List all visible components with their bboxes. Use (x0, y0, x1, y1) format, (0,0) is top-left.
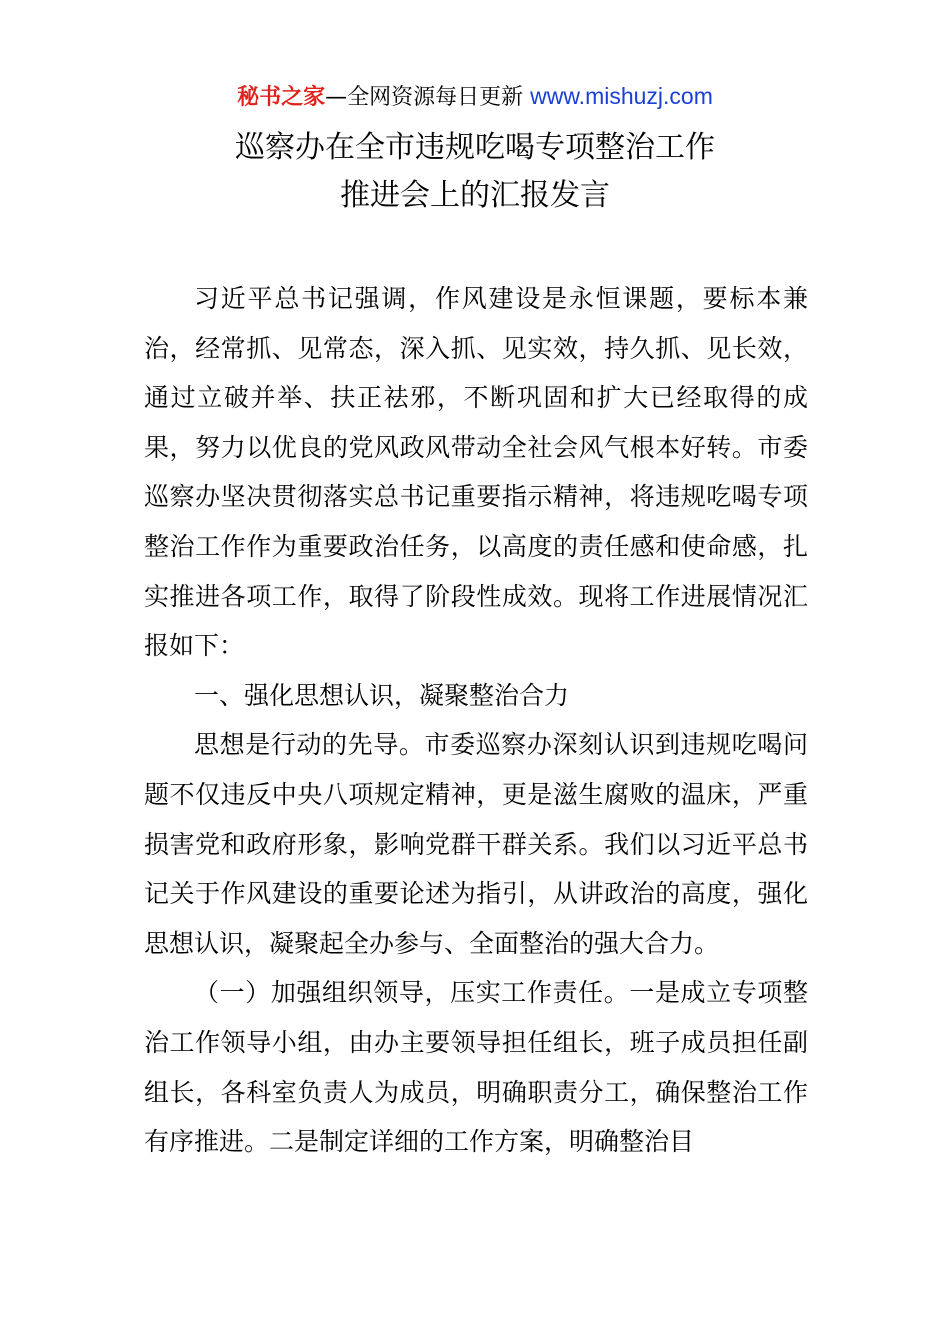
subsection-1-paragraph: （一）加强组织领导，压实工作责任。一是成立专项整治工作领导小组，由办主要领导担任组长，班子成员担任副组长，各科室负责人为成员，明确职责分工，确保整治工作有序推进。二是制定详细的工作方案，明确整治目 (144, 978, 808, 1157)
section-1-paragraph: 思想是行动的先导。市委巡察办深刻认识到违规吃喝问题不仅违反中央八项规定精神，更是滋生腐败的温床，严重损害党和政府形象，影响党群干群关系。我们以习近平总书记关于作风建设的重要论述为指引，从讲政治的高度，强化思想认识，凝聚起全办参与、全面整治的强大合力。 (144, 730, 808, 958)
document-title-line-2: 推进会上的汇报发言 (340, 178, 610, 213)
header-tagline: —全网资源每日更新 (325, 85, 531, 110)
intro-paragraph: 习近平总书记强调，作风建设是永恒课题，要标本兼治，经常抓、见常态，深入抓、见实效，持久抓、见长效，通过立破并举、扶正祛邪，不断巩固和扩大已经取得的成果，努力以优良的党风政风带动全社会风气根本好转。市委巡察办坚决贯彻落实总书记重要指示精神，将违规吃喝专项整治工作作为重要政治任务，以高度的责任感和使命感，扎实推进各项工作，取得了阶段性成效。现将工作进展情况汇报如下： (144, 284, 808, 661)
document-title-line-1: 巡察办在全市违规吃喝专项整治工作 (235, 130, 715, 165)
section-heading-1: 一、强化思想认识，凝聚整治合力 (194, 680, 570, 710)
site-header (0, 80, 950, 114)
document-body (144, 274, 808, 1167)
brand-name: 秘书之家 (237, 85, 326, 110)
site-url[interactable]: www.mishuzj.com (530, 83, 713, 109)
